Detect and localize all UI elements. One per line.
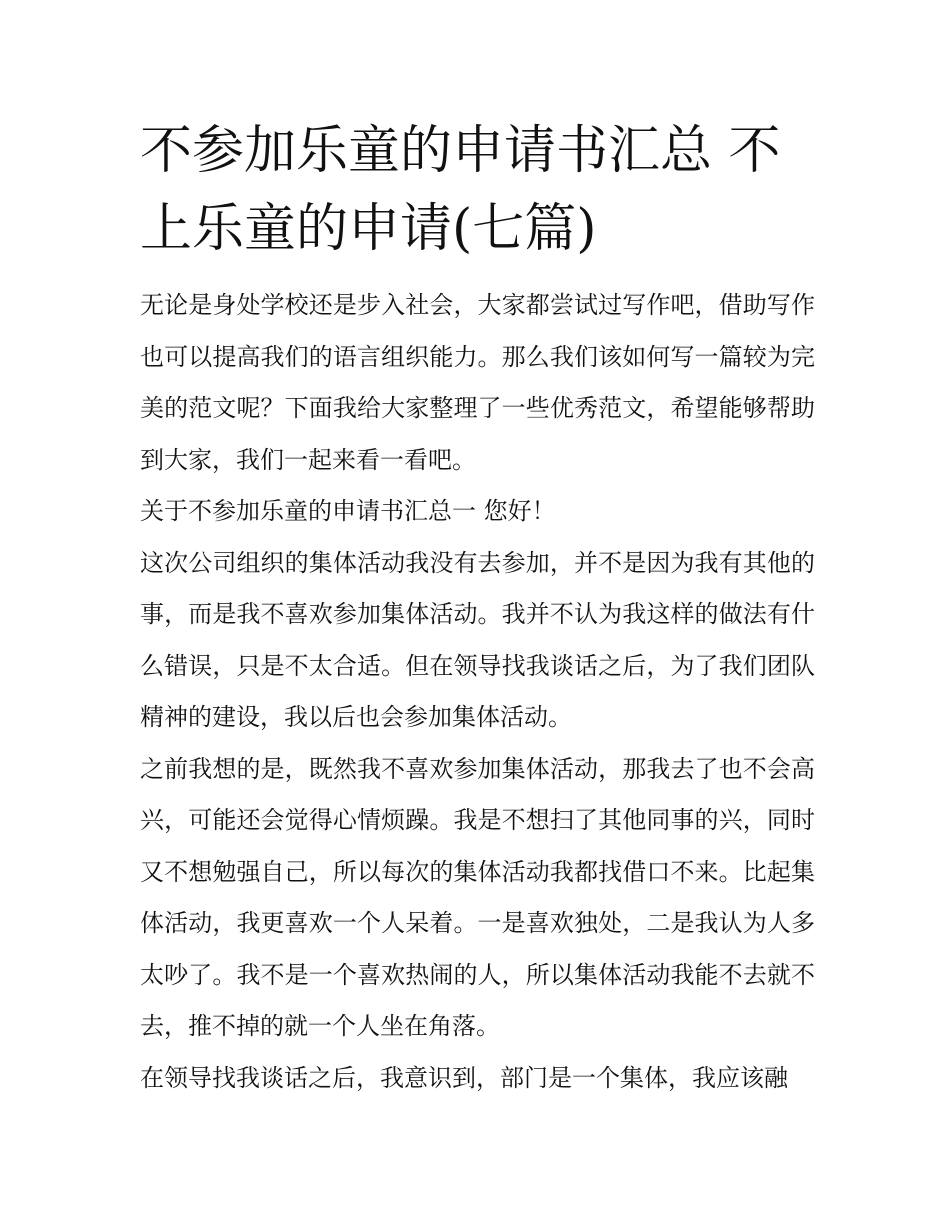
paragraph-body-2: 之前我想的是，既然我不喜欢参加集体活动，那我去了也不会高兴，可能还会觉得心情烦躁。我是不想扫了其他同事的兴，同时又不想勉强自己，所以每次的集体活动我都找借口不来。比起集体活动，我更喜欢一个人呆着。一是喜欢独处，二是我认为人多太吵了。我不是一个喜欢热闹的人，所以集体活动我能不去就不去，推不掉的就一个人坐在角落。: [140, 754, 815, 1040]
document-title: 不参加乐童的申请书汇总 不上乐童的申请(七篇): [140, 121, 781, 259]
paragraph-intro: 无论是身处学校还是步入社会，大家都尝试过写作吧，借助写作也可以提高我们的语言组织能力。那么我们该如何写一篇较为完美的范文呢？下面我给大家整理了一些优秀范文，希望能够帮助到大家，我们一起来看一看吧。: [140, 291, 815, 474]
paragraph-body-3: 在领导找我谈话之后，我意识到，部门是一个集体，我应该融: [140, 1063, 788, 1092]
document-content: [140, 112, 815, 1104]
paragraph-heading-one: 关于不参加乐童的申请书汇总一 您好！: [140, 497, 556, 525]
paragraph-body-1: 这次公司组织的集体活动我没有去参加，并不是因为我有其他的事，而是我不喜欢参加集体活动。我并不认为我这样的做法有什么错误，只是不太合适。但在领导找我谈话之后，为了我们团队精神的建设，我以后也会参加集体活动。: [140, 548, 815, 731]
